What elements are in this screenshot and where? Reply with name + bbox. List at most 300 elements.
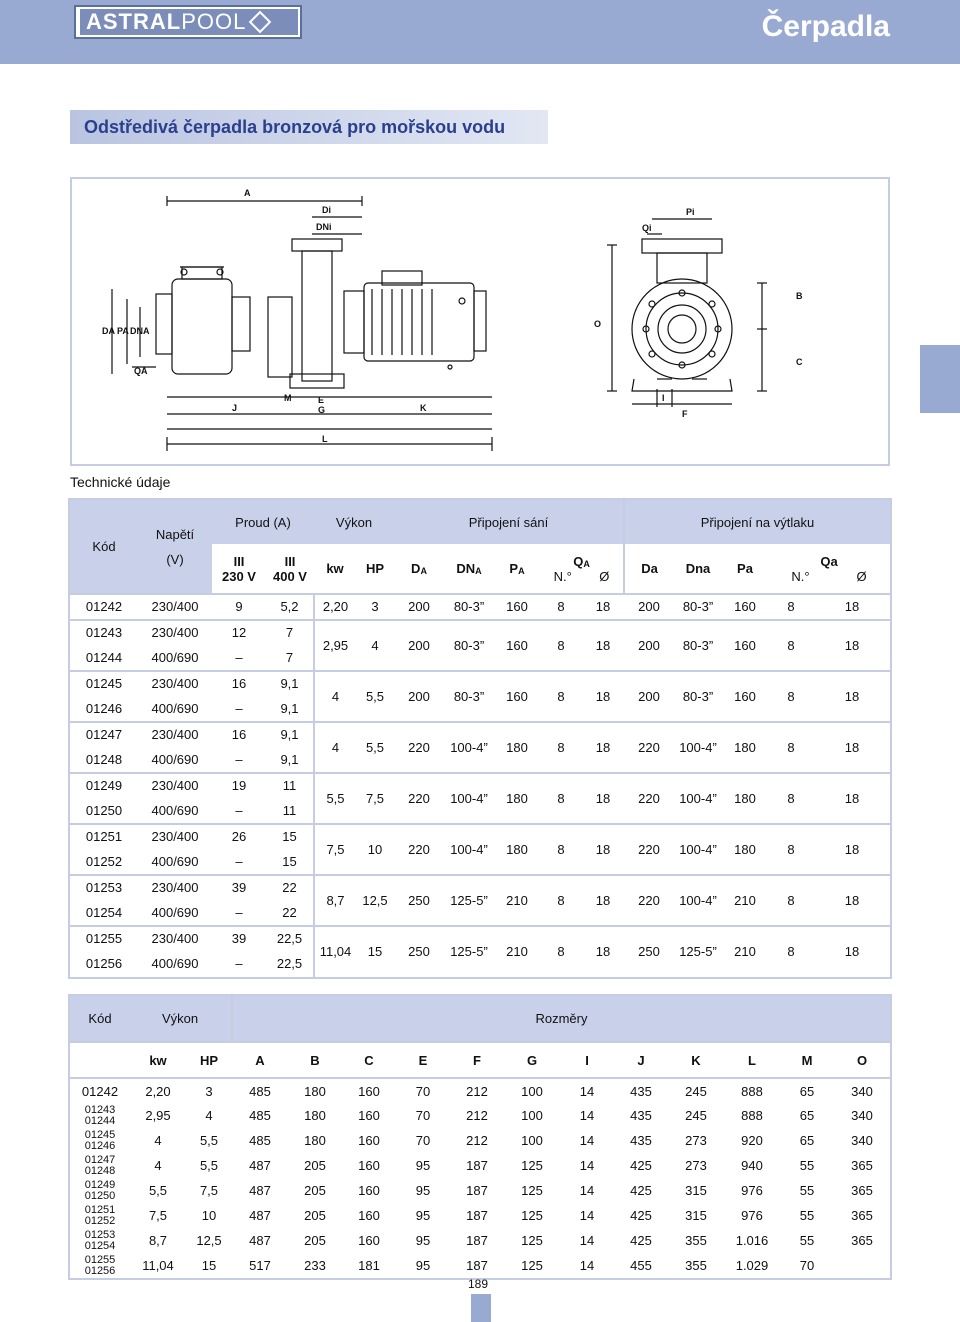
dim-cell-value: 160	[358, 1133, 380, 1148]
dim-cell-value: 14	[579, 1233, 595, 1248]
header-dna: DNA	[444, 544, 494, 594]
dim-cell-kod-2: 01250	[84, 1189, 116, 1202]
cell-dna2: 100-4”	[674, 875, 722, 926]
cell-o2: 18	[814, 594, 890, 620]
dim-col-header: M	[780, 1042, 834, 1078]
logo-text-thin: POOL	[181, 9, 247, 34]
dim-cell-kod	[70, 1253, 130, 1278]
dim-cell-value: 205	[304, 1208, 326, 1223]
header-pa2: Pa	[722, 544, 768, 594]
cell-pa: 210	[494, 875, 540, 926]
cell-kod: 01255	[70, 926, 138, 952]
dim-cell-value: 2,20	[130, 1078, 186, 1103]
dim-cell-kod-2: 01246	[84, 1139, 116, 1152]
cell-o2: 18	[814, 824, 890, 875]
cell-dna2: 80-3”	[674, 594, 722, 620]
dim-cell-value: 187	[466, 1158, 488, 1173]
dim-cell-kod-1: 01247	[84, 1153, 116, 1166]
cell-hp: 5,5	[356, 671, 394, 722]
cell-da2: 200	[624, 594, 674, 620]
dim-cell-value: 125	[521, 1183, 543, 1198]
dim-cell-value: 100	[521, 1133, 543, 1148]
dim-cell-value: 355	[685, 1258, 707, 1273]
cell-kod: 01244	[85, 649, 123, 665]
dim-cell-kod	[70, 1203, 130, 1228]
dim-cell-value: 212	[450, 1078, 504, 1103]
dim-header-kod: Kód	[70, 996, 130, 1042]
cell-pa: 160	[494, 620, 540, 671]
cell-pa: 210	[494, 926, 540, 977]
dim-cell-value: 65	[799, 1133, 815, 1148]
dim-cell-value: 95	[415, 1233, 431, 1248]
dim-cell-value: 125	[521, 1158, 543, 1173]
cell-dna: 125-5”	[444, 875, 494, 926]
dim-table-row	[70, 1078, 890, 1103]
table-row	[70, 824, 890, 850]
dim-cell-value: 10	[201, 1208, 217, 1223]
dim-cell-value: 14	[579, 1258, 595, 1273]
cell-proud-400: 11	[266, 773, 314, 799]
dim-cell-value: 70	[799, 1258, 815, 1273]
cell-da: 200	[394, 671, 444, 722]
dim-cell-value: 435	[630, 1133, 652, 1148]
dim-col-header: E	[396, 1042, 450, 1078]
cell-proud-400: 15	[266, 824, 314, 850]
dim-cell-value: 365	[851, 1183, 873, 1198]
dim-cell-value: 976	[741, 1208, 763, 1223]
dim-cell-value: 205	[304, 1158, 326, 1173]
dim-cell-value: 485	[232, 1078, 288, 1103]
cell-n: 8	[540, 594, 582, 620]
dim-header-vykon: Výkon	[130, 996, 232, 1042]
cell-pa2: 160	[722, 620, 768, 671]
dim-cell-value: 487	[249, 1158, 271, 1173]
dim-cell-kod-2: 01252	[84, 1214, 116, 1227]
cell-napeti: 400/690	[151, 802, 199, 818]
dim-label-pa: PA	[117, 326, 129, 336]
cell-proud-400: 22,5	[266, 926, 314, 952]
cell-da: 200	[394, 620, 444, 671]
dim-cell-value: 125	[521, 1208, 543, 1223]
cell-da: 200	[394, 594, 444, 620]
cell-da2: 220	[624, 824, 674, 875]
cell-kod: 01246	[85, 700, 123, 716]
cell-da2: 220	[624, 875, 674, 926]
cell-pa2: 180	[722, 722, 768, 773]
dim-cell-value: 8,7	[148, 1233, 168, 1248]
dim-label-l: L	[322, 434, 328, 444]
header-napeti	[138, 500, 212, 594]
cell-napeti: 400/690	[151, 956, 199, 972]
cell-kod: 01245	[70, 671, 138, 697]
dim-cell-value: 14	[579, 1183, 595, 1198]
cell-napeti: 400/690	[151, 853, 199, 869]
dim-col-header: C	[342, 1042, 396, 1078]
cell-napeti: 400/690	[151, 700, 199, 716]
cell-o2: 18	[814, 620, 890, 671]
page-number-tab	[471, 1294, 491, 1322]
dim-cell-value: 95	[415, 1183, 431, 1198]
cell-hp: 7,5	[356, 773, 394, 824]
cell-dna2: 100-4”	[674, 824, 722, 875]
dim-cell-value: 1.029	[735, 1258, 769, 1273]
dim-label-pi: Pi	[686, 207, 695, 217]
dim-cell-kod-1: 01243	[84, 1103, 116, 1116]
cell-n2: 8	[768, 926, 814, 977]
dim-cell-value: 435	[614, 1078, 668, 1103]
dim-cell-value: 4	[205, 1108, 213, 1123]
dim-label-dni: DNi	[316, 222, 332, 232]
dim-cell-value: 487	[249, 1183, 271, 1198]
cell-proud-400: 9,1	[266, 722, 314, 748]
dim-cell-value: 14	[579, 1133, 595, 1148]
cell-kod: 01248	[85, 751, 123, 767]
table-row	[70, 620, 890, 646]
cell-napeti: 230/400	[138, 875, 212, 901]
cell-kod: 01251	[70, 824, 138, 850]
dim-label-o: O	[594, 319, 602, 329]
dim-cell-value: 65	[799, 1108, 815, 1123]
dim-cell-value: 485	[249, 1133, 271, 1148]
cell-kw: 8,7	[314, 875, 356, 926]
dim-label-k: K	[420, 403, 427, 413]
cell-napeti: 230/400	[138, 722, 212, 748]
cell-dna2: 100-4”	[674, 773, 722, 824]
cell-o2: 18	[814, 671, 890, 722]
dim-col-header: F	[450, 1042, 504, 1078]
cell-dna: 100-4”	[444, 773, 494, 824]
cell-pa2: 210	[722, 875, 768, 926]
dim-cell-value: 55	[799, 1183, 815, 1198]
cell-hp: 5,5	[356, 722, 394, 773]
cell-o: 18	[582, 875, 624, 926]
dim-label-m: M	[284, 393, 292, 403]
cell-dna: 80-3”	[444, 620, 494, 671]
dim-cell-kod-1: 01255	[84, 1253, 116, 1266]
cell-proud-230: 19	[212, 773, 266, 799]
cell-kw: 4	[314, 722, 356, 773]
dim-label-j: J	[232, 403, 238, 413]
cell-dna2: 100-4”	[674, 722, 722, 773]
dim-label-di: Di	[322, 205, 331, 215]
dim-col-header: O	[834, 1042, 890, 1078]
header-dna2: Dna	[674, 544, 722, 594]
header-kw: kw	[314, 544, 356, 594]
cell-proud-400: 9,1	[266, 671, 314, 697]
technical-data-table	[70, 500, 890, 977]
dim-cell-value: 95	[415, 1208, 431, 1223]
dim-label-a: A	[244, 188, 251, 198]
dim-col-header: A	[232, 1042, 288, 1078]
table-row	[70, 926, 890, 952]
table-row	[70, 773, 890, 799]
cell-napeti: 230/400	[138, 671, 212, 697]
cell-dna2: 125-5”	[674, 926, 722, 977]
dim-cell-value: 3	[186, 1078, 232, 1103]
cell-o2: 18	[814, 722, 890, 773]
cell-proud-230: 26	[212, 824, 266, 850]
cell-n2: 8	[768, 722, 814, 773]
cell-proud-400: 22	[282, 904, 297, 920]
cell-napeti: 230/400	[138, 620, 212, 646]
dim-cell-kod	[70, 1178, 130, 1203]
cell-o: 18	[582, 671, 624, 722]
dim-col-header: J	[614, 1042, 668, 1078]
dim-cell-value: 14	[579, 1208, 595, 1223]
table-row	[70, 722, 890, 748]
cell-da: 250	[394, 875, 444, 926]
cell-kod: 01256	[85, 956, 123, 972]
dim-table-row	[70, 1253, 890, 1278]
dim-cell-value: 315	[685, 1183, 707, 1198]
cell-proud-230: –	[235, 700, 243, 716]
pump-technical-drawing	[70, 177, 890, 466]
cell-napeti: 400/690	[151, 904, 199, 920]
dim-cell-value: 11,04	[142, 1258, 174, 1273]
dim-cell-value: 245	[685, 1108, 707, 1123]
cell-pa: 160	[494, 671, 540, 722]
cell-da2: 220	[624, 722, 674, 773]
dim-cell-value: 100	[521, 1108, 543, 1123]
dim-col-header: G	[504, 1042, 560, 1078]
dim-cell-value: 181	[358, 1258, 380, 1273]
cell-da: 220	[394, 722, 444, 773]
dim-cell-value: 425	[630, 1183, 652, 1198]
cell-kod: 01242	[70, 594, 138, 620]
dim-cell-kod-2: 01248	[84, 1164, 116, 1177]
cell-kw: 7,5	[314, 824, 356, 875]
cell-proud-230: –	[235, 956, 243, 972]
cell-napeti: 230/400	[138, 926, 212, 952]
cell-hp: 15	[356, 926, 394, 977]
side-index-tab	[920, 345, 960, 413]
cell-o: 18	[582, 594, 624, 620]
cell-dna2: 80-3”	[674, 671, 722, 722]
dim-cell-value: 15	[201, 1258, 217, 1273]
cell-da: 220	[394, 824, 444, 875]
cell-dna: 80-3”	[444, 671, 494, 722]
cell-pa2: 180	[722, 824, 768, 875]
cell-dna2: 80-3”	[674, 620, 722, 671]
dim-cell-value: 95	[415, 1158, 431, 1173]
dim-label-g: G	[318, 405, 326, 415]
dim-table-row	[70, 1228, 890, 1253]
dim-cell-kod	[70, 1103, 130, 1128]
header-qa: QA N.° Ø	[540, 544, 624, 594]
header-qa2: Qa N.° Ø	[768, 544, 890, 594]
cell-n: 8	[540, 926, 582, 977]
dim-cell-value: 205	[304, 1233, 326, 1248]
dim-cell-value: 425	[630, 1233, 652, 1248]
dim-cell-value: 245	[668, 1078, 724, 1103]
cell-proud-230: –	[235, 853, 243, 869]
cell-proud-400: 11	[282, 802, 297, 818]
dim-table-row	[70, 1128, 890, 1153]
dim-table-row	[70, 1178, 890, 1203]
header-i-400: III 400 V	[266, 544, 314, 594]
header-da2: Da	[624, 544, 674, 594]
dim-cell-value: 273	[685, 1133, 707, 1148]
cell-hp: 12,5	[356, 875, 394, 926]
dim-cell-value: 180	[288, 1078, 342, 1103]
cell-pa2: 210	[722, 926, 768, 977]
cell-n2: 8	[768, 620, 814, 671]
cell-da2: 200	[624, 671, 674, 722]
cell-hp: 10	[356, 824, 394, 875]
astralpool-logo	[74, 5, 302, 39]
cell-kw: 11,04	[314, 926, 356, 977]
dim-cell-value: 212	[466, 1108, 488, 1123]
dim-cell-value: 487	[249, 1208, 271, 1223]
header-pa: PA	[494, 544, 540, 594]
cell-proud-400: 15	[282, 853, 297, 869]
dim-cell-value: 315	[685, 1208, 707, 1223]
cell-hp: 4	[356, 620, 394, 671]
table-row	[70, 671, 890, 697]
cell-proud-230: –	[235, 802, 243, 818]
dim-cell-value: 70	[415, 1133, 431, 1148]
cell-kod: 01254	[85, 904, 123, 920]
cell-n: 8	[540, 824, 582, 875]
pump-drawing-svg	[72, 179, 888, 464]
cell-kod: 01247	[70, 722, 138, 748]
dim-cell-value: 485	[249, 1108, 271, 1123]
cell-o: 18	[582, 620, 624, 671]
cell-proud-400: 9,1	[280, 751, 299, 767]
dim-cell-value: 160	[358, 1183, 380, 1198]
page-number: 189	[468, 1277, 489, 1291]
dim-cell-value: 70	[396, 1078, 450, 1103]
cell-kod: 01252	[85, 853, 123, 869]
cell-n: 8	[540, 620, 582, 671]
dim-header-rozmery: Rozměry	[232, 996, 890, 1042]
cell-o2: 18	[814, 926, 890, 977]
cell-proud-230: –	[235, 904, 243, 920]
cell-proud-400: 9,1	[280, 700, 299, 716]
dim-cell-value: 365	[851, 1158, 873, 1173]
cell-napeti: 230/400	[138, 594, 212, 620]
dim-label-e: E	[318, 395, 325, 405]
dim-cell-value: 455	[630, 1258, 652, 1273]
header-napeti-unit: (V)	[166, 551, 184, 567]
header-hp: HP	[356, 544, 394, 594]
cell-o: 18	[582, 773, 624, 824]
cell-napeti: 400/690	[151, 649, 199, 665]
cell-napeti: 230/400	[138, 773, 212, 799]
cell-dna: 100-4”	[444, 824, 494, 875]
dim-cell-value: 355	[685, 1233, 707, 1248]
header-kod: Kód	[70, 500, 138, 594]
cell-proud-230: 16	[212, 671, 266, 697]
cell-da2: 200	[624, 620, 674, 671]
table-row	[70, 594, 890, 620]
dim-cell-kod-2: 01256	[84, 1264, 116, 1277]
cell-o: 18	[582, 824, 624, 875]
cell-napeti: 400/690	[151, 751, 199, 767]
dim-cell-value: 7,5	[199, 1183, 219, 1198]
dim-cell-value: 2,95	[145, 1108, 171, 1123]
dim-label-b: B	[796, 291, 803, 301]
dim-cell-kod	[70, 1228, 130, 1253]
dim-cell-kod: 01242	[70, 1078, 130, 1103]
cell-proud-400: 7	[285, 649, 294, 665]
cell-pa2: 160	[722, 671, 768, 722]
cell-proud-230: 16	[212, 722, 266, 748]
dim-cell-value: 435	[630, 1108, 652, 1123]
dim-label-da: DA	[102, 326, 115, 336]
dim-cell-value: 233	[304, 1258, 326, 1273]
dim-cell-value: 12,5	[196, 1233, 222, 1248]
cell-o2: 18	[814, 773, 890, 824]
cell-kw: 2,20	[314, 594, 356, 620]
dim-cell-value: 65	[780, 1078, 834, 1103]
dim-cell-value: 920	[741, 1133, 763, 1148]
logo-diamond-icon	[249, 11, 272, 34]
cell-proud-400: 22,5	[276, 956, 303, 972]
cell-kod: 01243	[70, 620, 138, 646]
cell-n2: 8	[768, 824, 814, 875]
dim-cell-value: 5,5	[199, 1133, 219, 1148]
dim-cell-value: 888	[724, 1078, 780, 1103]
dim-cell-value: 55	[799, 1158, 815, 1173]
dim-cell-value: 4	[154, 1133, 162, 1148]
dim-cell-value: 14	[560, 1078, 614, 1103]
dim-cell-value: 187	[466, 1183, 488, 1198]
header-pripojeni-sani: Připojení sání	[394, 500, 624, 544]
cell-dna: 80-3”	[444, 594, 494, 620]
cell-proud-230: 9	[212, 594, 266, 620]
dim-cell-value: 1.016	[735, 1233, 769, 1248]
dim-cell-value: 4	[154, 1158, 162, 1173]
dim-cell-value: 212	[466, 1133, 488, 1148]
dim-cell-value: 365	[851, 1233, 873, 1248]
dim-cell-value: 180	[304, 1133, 326, 1148]
cell-pa: 180	[494, 773, 540, 824]
dim-cell-value: 160	[358, 1158, 380, 1173]
section-title: Odstředivá čerpadla bronzová pro mořskou vodu	[84, 117, 506, 137]
cell-kod: 01249	[70, 773, 138, 799]
header-i-230: III 230 V	[212, 544, 266, 594]
cell-napeti: 230/400	[138, 824, 212, 850]
dim-cell-value: 14	[579, 1108, 595, 1123]
dim-cell-value: 205	[304, 1183, 326, 1198]
cell-hp: 3	[356, 594, 394, 620]
dim-cell-value: 160	[358, 1208, 380, 1223]
page-title: Čerpadla	[761, 10, 890, 43]
dim-cell-value: 425	[630, 1208, 652, 1223]
cell-proud-400: 22	[266, 875, 314, 901]
cell-kw: 5,5	[314, 773, 356, 824]
dim-cell-value: 273	[685, 1158, 707, 1173]
dim-cell-value: 976	[741, 1183, 763, 1198]
dim-table-row	[70, 1153, 890, 1178]
dim-cell-value: 14	[579, 1158, 595, 1173]
cell-o: 18	[582, 926, 624, 977]
dim-cell-kod-2: 01244	[84, 1114, 116, 1127]
dim-cell-value: 70	[415, 1108, 431, 1123]
dim-cell-kod-2: 01254	[84, 1239, 116, 1252]
cell-o: 18	[582, 722, 624, 773]
cell-proud-400: 7	[266, 620, 314, 646]
cell-pa: 180	[494, 824, 540, 875]
dim-cell-value: 125	[521, 1258, 543, 1273]
cell-kod: 01250	[85, 802, 123, 818]
cell-n2: 8	[768, 875, 814, 926]
cell-proud-230: –	[235, 751, 243, 767]
cell-da: 250	[394, 926, 444, 977]
dim-cell-value: 125	[521, 1233, 543, 1248]
header-napeti-label: Napětí	[155, 526, 195, 542]
